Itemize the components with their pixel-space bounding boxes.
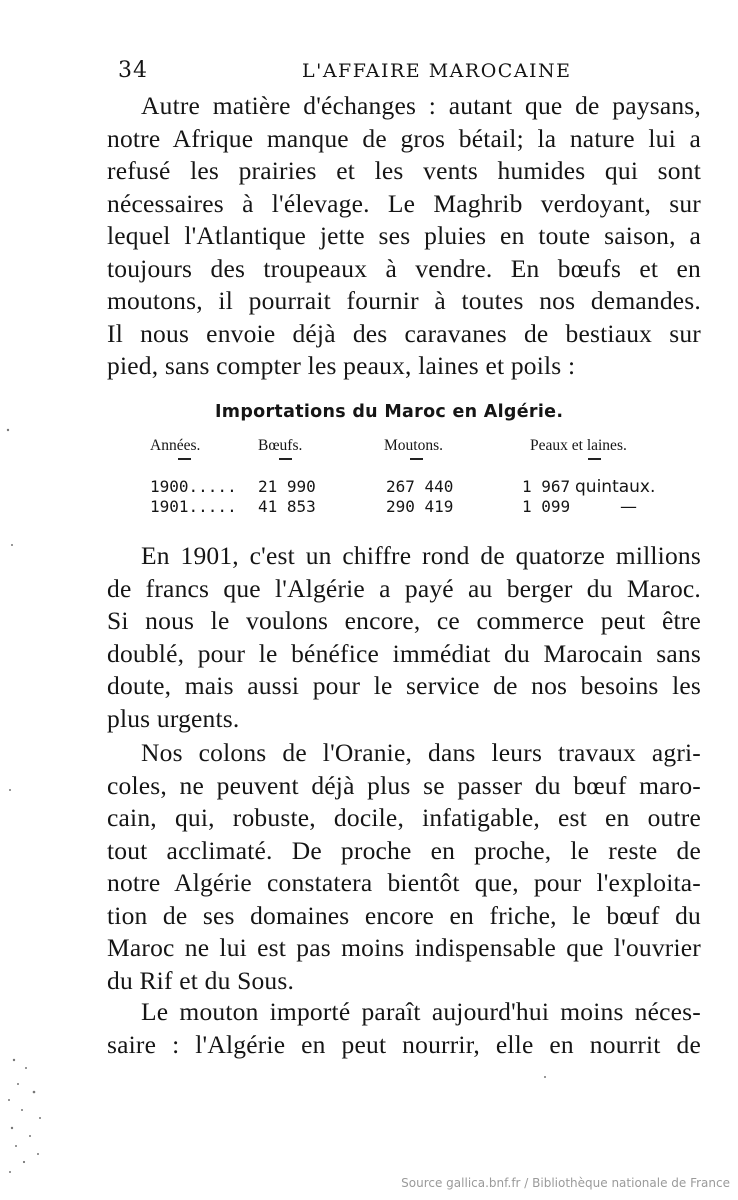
table-cell-hides: 1 967 (522, 477, 571, 496)
text-line: du Rif et du Sous. (107, 965, 295, 995)
table-cell-hides: 1 099 (522, 497, 571, 516)
text-line: de francs que l'Algérie a payé au berger du Maroc. (107, 573, 701, 603)
table-cell-sheep: 267 440 (386, 477, 454, 496)
text-line: Maroc ne lui est pas moins indispensable que l'ouvrier (107, 933, 701, 962)
table-cell-year: 1900..... (150, 477, 237, 496)
text-line: doublé, pour le bénéfice immédiat du Marocain sans (107, 638, 701, 668)
table-cell-unit: — (620, 497, 637, 517)
table-title: Importations du Maroc en Algérie. (215, 402, 564, 422)
text-line: tout acclimaté. De proche en proche, le reste de (107, 835, 701, 865)
table-cell-year: 1901..... (150, 497, 237, 516)
text-line: notre Algérie constatera bientôt que, pour l'exploita- (107, 868, 701, 897)
running-title: L'AFFAIRE MAROCAINE (302, 60, 572, 82)
column-header-sheep: Moutons. (384, 437, 443, 454)
text-line: cain, qui, robuste, docile, infatigable, est en outre (107, 803, 701, 832)
text-line: saire : l'Algérie en peut nourrir, elle en nourrit de (107, 1029, 701, 1059)
table-cell-unit: quintaux. (575, 477, 656, 497)
column-header-years: Années. (150, 437, 201, 454)
table-cell-sheep: 290 419 (386, 497, 454, 516)
text-line: Nos colons de l'Oranie, dans leurs travaux agri- (141, 738, 701, 767)
text-line: moutons, il pourrait fournir à toutes nos demandes. (107, 286, 701, 315)
text-line: En 1901, c'est un chiffre rond de quatorze millions (141, 541, 701, 570)
text-line: nécessaires à l'élevage. Le Maghrib verdoyant, sur (107, 188, 701, 218)
text-line: toujours des troupeaux à vendre. En bœufs et en (107, 253, 701, 283)
text-line: notre Afrique manque de gros bétail; la nature lui a (107, 123, 701, 153)
column-header-oxen: Bœufs. (258, 437, 303, 454)
text-line: pied, sans compter les peaux, laines et poils : (107, 351, 576, 380)
text-line: plus urgents. (107, 703, 240, 733)
page-number: 34 (118, 58, 148, 83)
column-header-hides: Peaux et laines. (530, 437, 627, 454)
text-line: tion de ses domaines encore en friche, le bœuf du (107, 900, 701, 930)
text-line: Le mouton importé paraît aujourd'hui moins néces- (141, 997, 701, 1026)
text-line: doute, mais aussi pour le service de nos besoins les (107, 671, 701, 700)
text-line: lequel l'Atlantique jette ses pluies en toute saison, a (107, 221, 701, 250)
text-line: refusé les prairies et les vents humides qui sont (107, 156, 701, 185)
text-line: Il nous envoie déjà des caravanes de bestiaux sur (107, 318, 701, 348)
table-cell-oxen: 41 853 (258, 497, 316, 516)
text-line: Si nous le voulons encore, ce commerce peut être (107, 606, 701, 635)
text-line: Autre matière d'échanges : autant que de paysans, (141, 91, 701, 120)
source-credit: Source gallica.bnf.fr / Bibliothèque nationale de France (401, 1176, 730, 1190)
table-cell-oxen: 21 990 (258, 477, 316, 496)
text-line: coles, ne peuvent déjà plus se passer du bœuf maro- (107, 770, 701, 800)
